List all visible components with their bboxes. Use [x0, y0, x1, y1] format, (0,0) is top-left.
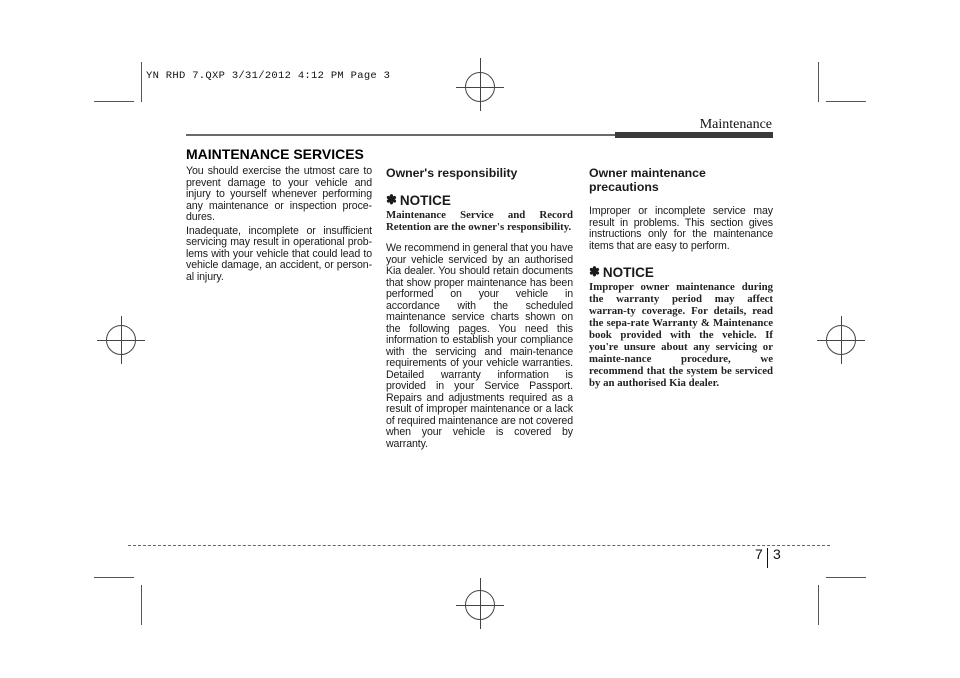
crop-mark-br-v: [818, 585, 819, 625]
registration-mark-left-icon: [106, 325, 136, 355]
registration-line-top: [480, 58, 481, 103]
crop-mark-tr-v: [818, 62, 819, 102]
chapter-number: 7: [755, 546, 763, 562]
crop-mark-br-h: [826, 577, 866, 578]
crop-mark-tl-v: [141, 62, 142, 102]
notice-star-icon: ✽: [386, 192, 397, 207]
crop-mark-bl-h: [94, 577, 134, 578]
owner-maintenance-precautions-heading: Owner maintenance precautions: [589, 166, 706, 194]
page-number-divider: [767, 548, 768, 568]
footer-rule: [128, 545, 830, 546]
notice-label-text: NOTICE: [602, 264, 654, 280]
registration-mark-right-icon: [826, 325, 856, 355]
page-number: 3: [773, 546, 781, 562]
header-accent-bar: [615, 132, 773, 138]
col1-paragraph-1: You should exercise the utmost care to prevent damage to your vehicle and injury to yourself whenever performing any maintenance or inspection proce-dures.: [186, 165, 372, 223]
crop-mark-tr-h: [826, 101, 866, 102]
col2-body: We recommend in general that you have your vehicle serviced by an authorised Kia dealer. You should retain documents that show proper maintenance has been performed on your vehicle in accordance with the scheduled maintenance service charts shown on the following pages. You need this information to establish your compliance with the servicing and main-tenance requirements of your vehicle warranties. Detailed warranty information is provided in your Service Passport. Repairs and adjustments required as a result of improper maintenance or a lack of required maintenance are not covered when your vehicle is covered by warranty.: [386, 242, 573, 450]
section-heading: MAINTENANCE SERVICES: [186, 146, 364, 162]
col1-paragraph-2: Inadequate, incomplete or insufficient servicing may result in operational prob-lems with your vehicle that could lead to vehicle damage, an accident, or person-al injury.: [186, 224, 372, 283]
crop-mark-tl-h: [94, 101, 134, 102]
column-3: [589, 166, 773, 399]
owners-responsibility-heading: Owner's responsibility: [386, 166, 518, 180]
notice-label: [589, 264, 773, 280]
print-slug: YN RHD 7.QXP 3/31/2012 4:12 PM Page 3: [146, 70, 391, 82]
crop-mark-bl-v: [141, 585, 142, 625]
notice-text: Maintenance Service and Record Retention are the owner's responsibility.: [386, 209, 573, 233]
notice-star-icon: ✽: [589, 264, 600, 279]
notice-text: Improper owner maintenance during the warranty period may affect warran-ty coverage. For details, read the sepa-rate Warranty & Maintenance book provided with the vehicle. If you're unsure about any servicing or mainte-nance procedure, we recommend that the system be serviced by an authorised Kia dealer.: [589, 281, 773, 389]
column-1: [186, 166, 372, 285]
notice-label: [386, 192, 573, 208]
col3-intro: Improper or incomplete service may result in problems. This section gives instructions only for the maintenance items that are easy to perform.: [589, 205, 773, 252]
column-2: [386, 166, 573, 452]
notice-label-text: NOTICE: [399, 192, 451, 208]
page-header-title: Maintenance: [699, 117, 772, 132]
registration-line-bottom: [480, 578, 481, 623]
